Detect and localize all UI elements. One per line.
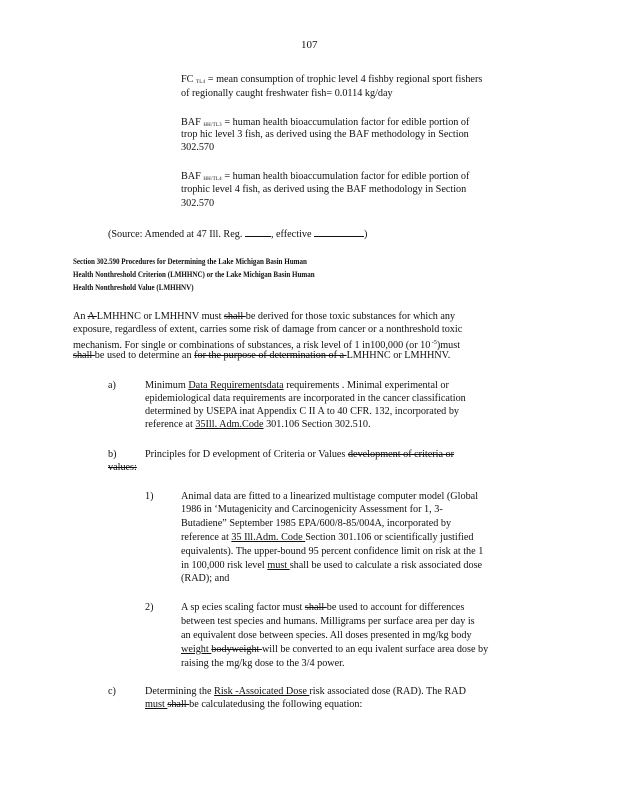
superscript: -5 — [430, 340, 437, 346]
source-blank-2 — [314, 227, 364, 237]
baf4-text: = human health bioaccumulation factor for edible portion of — [224, 171, 470, 182]
source-middle: , effective — [270, 229, 312, 240]
item-b1-line7: (RAD); and — [181, 573, 230, 584]
baf3-text: = human health bioaccumulation factor for edible portion of — [224, 117, 470, 128]
item-b1-line4 — [181, 532, 474, 544]
baf3-symbol: BAF — [181, 117, 201, 128]
fc-definition-line2: of regionally caught freshwater fish= 0.0114 kg/day — [181, 88, 393, 99]
item-a-line4 — [145, 419, 371, 431]
text: Section 301.106 or scientifically justified — [305, 532, 474, 543]
item-b2-line5: raising the mg/kg dose to the 3/4 power. — [181, 658, 345, 669]
item-b-line2: values: — [108, 462, 137, 473]
section-heading-line1: Section 302.590 Procedures for Determining the Lake Michigan Basin Human — [73, 257, 307, 266]
baf4-definition-line2: trophic level 4 fish, as derived using the BAF methodology in Section — [181, 184, 467, 195]
struck-text: shall — [167, 699, 190, 710]
baf4-definition-line3: 302.570 — [181, 198, 215, 209]
intro-text: LMHHNC or LMHHNV. — [346, 350, 451, 361]
struck-text: shall — [73, 350, 95, 361]
item-b2-line4 — [181, 644, 488, 656]
text: be used to account for differences — [326, 602, 465, 613]
text: Minimum — [145, 380, 189, 391]
fc-symbol: FC — [181, 74, 194, 85]
source-prefix: (Source: Amended at 47 Ill. Reg. — [108, 229, 243, 240]
text: reference at — [145, 419, 196, 430]
text: be calculatedusing the following equation: — [189, 699, 363, 710]
item-a-label: a) — [108, 380, 116, 391]
item-a-line1 — [145, 380, 449, 392]
intro-line4 — [73, 350, 450, 362]
intro-text: mechanism. For single or combinations of substances, a risk level of 1 in100,000 (or 10 — [73, 340, 431, 351]
underlined-text: weight — [181, 644, 212, 655]
struck-text: shall — [304, 602, 327, 613]
text: shall be used to calculate a risk associated dose — [289, 560, 483, 571]
text: 301.106 Section 302.510. — [263, 419, 371, 430]
item-b-label: b) — [108, 449, 117, 460]
item-a-line2: epidemiological data requirements are incorporated in the cancer classification — [145, 393, 466, 404]
source-note — [108, 227, 367, 241]
item-a-line3: determined by USEPA inat Appendix C II A to 40 CFR. 132, incorporated by — [145, 406, 460, 417]
text: Determining the — [145, 686, 215, 697]
baf3-subscript: HH/TL3 — [203, 123, 222, 128]
text: in 100,000 risk level — [181, 560, 268, 571]
item-c-line2 — [145, 699, 362, 711]
baf3-definition-line2: trop hic level 3 fish, as derived using the BAF methodology in Section — [181, 129, 469, 140]
intro-line2: exposure, regardless of extent, carries some risk of damage from cancer or a nonthreshold toxic — [73, 324, 463, 335]
fc-text: = mean consumption of trophic level 4 fishby regional sport fishers — [207, 74, 483, 85]
struck-text: A — [87, 311, 97, 322]
intro-text: )must — [436, 340, 461, 351]
item-b2-label: 2) — [145, 602, 154, 613]
struck-text: shall — [223, 311, 246, 322]
item-b2-line2: between test species and humans. Milligrams per surface area per day is — [181, 616, 475, 627]
item-b-line1 — [145, 449, 454, 461]
intro-text-c: be derived for those toxic substances for which any — [245, 311, 456, 322]
fc-subscript: TL4 — [196, 80, 206, 85]
item-b2-line1 — [181, 602, 464, 614]
underlined-text: 35Ill. Adm.Code — [195, 419, 264, 430]
source-suffix: ) — [364, 229, 368, 240]
intro-text: be used to determine an — [94, 350, 195, 361]
text: A sp ecies scaling factor must — [181, 602, 305, 613]
text: requirements . Minimal experimental or — [283, 380, 449, 391]
underlined-text: 35 Ill.Adm. Code — [231, 532, 306, 543]
intro-text-b: LMHHNC or LMHHNV must — [96, 311, 224, 322]
item-b1-line2: 1986 in ‘Mutagenicity and Carcinogenicity Assessment for 1, 3- — [181, 504, 443, 515]
item-b1-line6 — [181, 560, 482, 572]
item-b2-line3: an equivalent dose between species. All doses presented in mg/kg body — [181, 630, 472, 641]
baf3-definition-line3: 302.570 — [181, 142, 215, 153]
text: risk associated dose (RAD). The RAD — [309, 686, 466, 697]
baf4-symbol: BAF — [181, 171, 201, 182]
section-heading-line3: Health Nonthreshold Value (LMHHNV) — [73, 283, 194, 292]
fc-definition-line1 — [181, 74, 482, 89]
intro-text-a: An — [73, 311, 88, 322]
struck-text: development of criteria or — [347, 449, 455, 460]
page-number: 107 — [301, 39, 318, 51]
section-heading-line2: Health Nonthreshold Criterion (LMHHNC) or the Lake Michigan Basin Human — [73, 270, 315, 279]
underlined-text: Risk -Assoicated Dose — [214, 686, 310, 697]
item-b1-label: 1) — [145, 491, 154, 502]
item-b1-line3: Butadiene” September 1985 EPA/600/8-85/004A, incorporated by — [181, 518, 452, 529]
item-c-line1 — [145, 686, 466, 698]
text: will be converted to an equ ivalent surface area dose by — [261, 644, 489, 655]
underlined-text: must — [267, 560, 290, 571]
underlined-text: must — [145, 699, 168, 710]
struck-text: for the purpose of determination of a — [194, 350, 347, 361]
text: Principles for D evelopment of Criteria or Values — [145, 449, 348, 460]
intro-line1 — [73, 311, 455, 323]
struck-text: bodyweight — [211, 644, 262, 655]
baf4-subscript: HH/TL4 — [203, 177, 222, 182]
source-blank-1 — [245, 227, 271, 237]
underlined-text: Data Requirementsdata — [188, 380, 284, 391]
item-c-label: c) — [108, 686, 116, 697]
text: reference at — [181, 532, 232, 543]
item-b1-line1: Animal data are fitted to a linearized multistage computer model (Global — [181, 491, 479, 502]
item-b1-line5: equivalents). The upper-bound 95 percent confidence limit on risk at the 1 — [181, 546, 484, 557]
